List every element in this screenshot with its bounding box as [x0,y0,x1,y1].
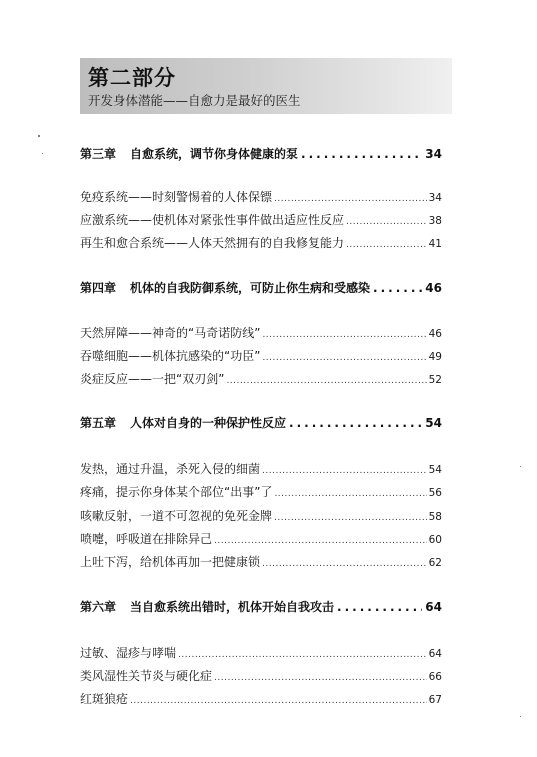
chapter-title: 人体对自身的一种保护性反应 [130,416,287,430]
chapter-number: 第六章 [80,600,117,614]
entry-title: 上吐下泻，给机体再加一把健康锁 [80,555,261,569]
toc-entry [80,483,442,501]
dot-leader [214,673,427,683]
chapter-number: 第四章 [80,281,117,295]
chapter-number: 第五章 [80,416,117,430]
entry-page: 58 [428,511,442,523]
entry-title: 再生和愈合系统——人体天然拥有的自我修复能力 [80,236,345,250]
toc-entry [80,530,442,548]
scan-speck [42,153,43,154]
scan-speck [38,135,40,137]
entry-page: 46 [428,328,442,340]
entry-page: 56 [428,487,442,499]
entry-title: 吞噬细胞——机体抗感染的“功臣” [80,349,261,363]
toc-entry [80,644,442,662]
scan-speck [520,716,521,717]
dot-leader [262,353,426,363]
chapter-heading [80,414,442,432]
entry-page: 38 [428,215,442,227]
chapter-page: 34 [425,147,442,161]
dot-leader [274,194,427,204]
dot-leader [178,650,427,660]
toc-entry [80,507,442,525]
scan-speck [520,466,521,467]
entry-page: 52 [428,374,442,386]
dot-leader [301,147,422,161]
toc-entry [80,690,442,708]
dot-leader [346,217,427,227]
entry-page: 64 [428,648,442,660]
entry-title: 发热，通过升温，杀死入侵的细菌 [80,462,261,476]
entry-page: 34 [428,192,442,204]
entry-title: 过敏、湿疹与哮喘 [80,646,177,660]
entry-title: 喷嚏，呼吸道在排除异己 [80,532,213,546]
toc-entry [80,211,442,229]
chapter-heading [80,279,442,297]
chapter-heading [80,598,442,616]
toc-entry [80,667,442,685]
entry-title: 免疫系统——时刻警惕着的人体保镖 [80,190,273,204]
part-subtitle: 开发身体潜能——自愈力是最好的医生 [88,93,301,108]
dot-leader [130,696,427,706]
chapter-heading [80,145,442,163]
toc-entry [80,553,442,571]
chapter-page: 54 [425,416,442,430]
toc-entry [80,347,442,365]
dot-leader [262,330,426,340]
toc-entry [80,370,442,388]
chapter-number: 第三章 [80,147,117,161]
dot-leader [262,466,427,476]
toc-entry [80,460,442,478]
dot-leader [337,600,422,614]
dot-leader [274,513,427,523]
entry-page: 54 [428,464,442,476]
toc-entry [80,324,442,342]
dot-leader [274,489,426,499]
entry-title: 咳嗽反射，一道不可忽视的免死金牌 [80,509,273,523]
dot-leader [373,281,422,295]
entry-page: 66 [428,671,442,683]
chapter-title: 机体的自我防御系统，可防止你生病和受感染 [130,281,371,295]
entry-title: 类风湿性关节炎与硬化症 [80,669,213,683]
entry-page: 67 [428,694,442,706]
entry-title: 天然屏障——神奇的“马奇诺防线” [80,326,261,340]
entry-title: 炎症反应——一把“双刃剑” [80,372,225,386]
entry-page: 60 [428,534,442,546]
part-title: 第二部分 [88,66,176,90]
entry-page: 62 [428,557,442,569]
entry-title: 应激系统——使机体对紧张性事件做出适应性反应 [80,213,345,227]
chapter-page: 46 [425,281,442,295]
entry-page: 49 [428,351,442,363]
dot-leader [226,376,426,386]
entry-title: 疼痛，提示你身体某个部位“出事”了 [80,485,273,499]
chapter-title: 当自愈系统出错时，机体开始自我攻击 [130,600,335,614]
dot-leader [346,240,427,250]
entry-page: 41 [428,238,442,250]
entry-title: 红斑狼疮 [80,692,129,706]
dot-leader [262,559,427,569]
toc-entry [80,234,442,252]
dot-leader [214,536,427,546]
chapter-title: 自愈系统，调节你身体健康的泵 [130,147,299,161]
toc-entry [80,188,442,206]
dot-leader [289,416,422,430]
chapter-page: 64 [425,600,442,614]
